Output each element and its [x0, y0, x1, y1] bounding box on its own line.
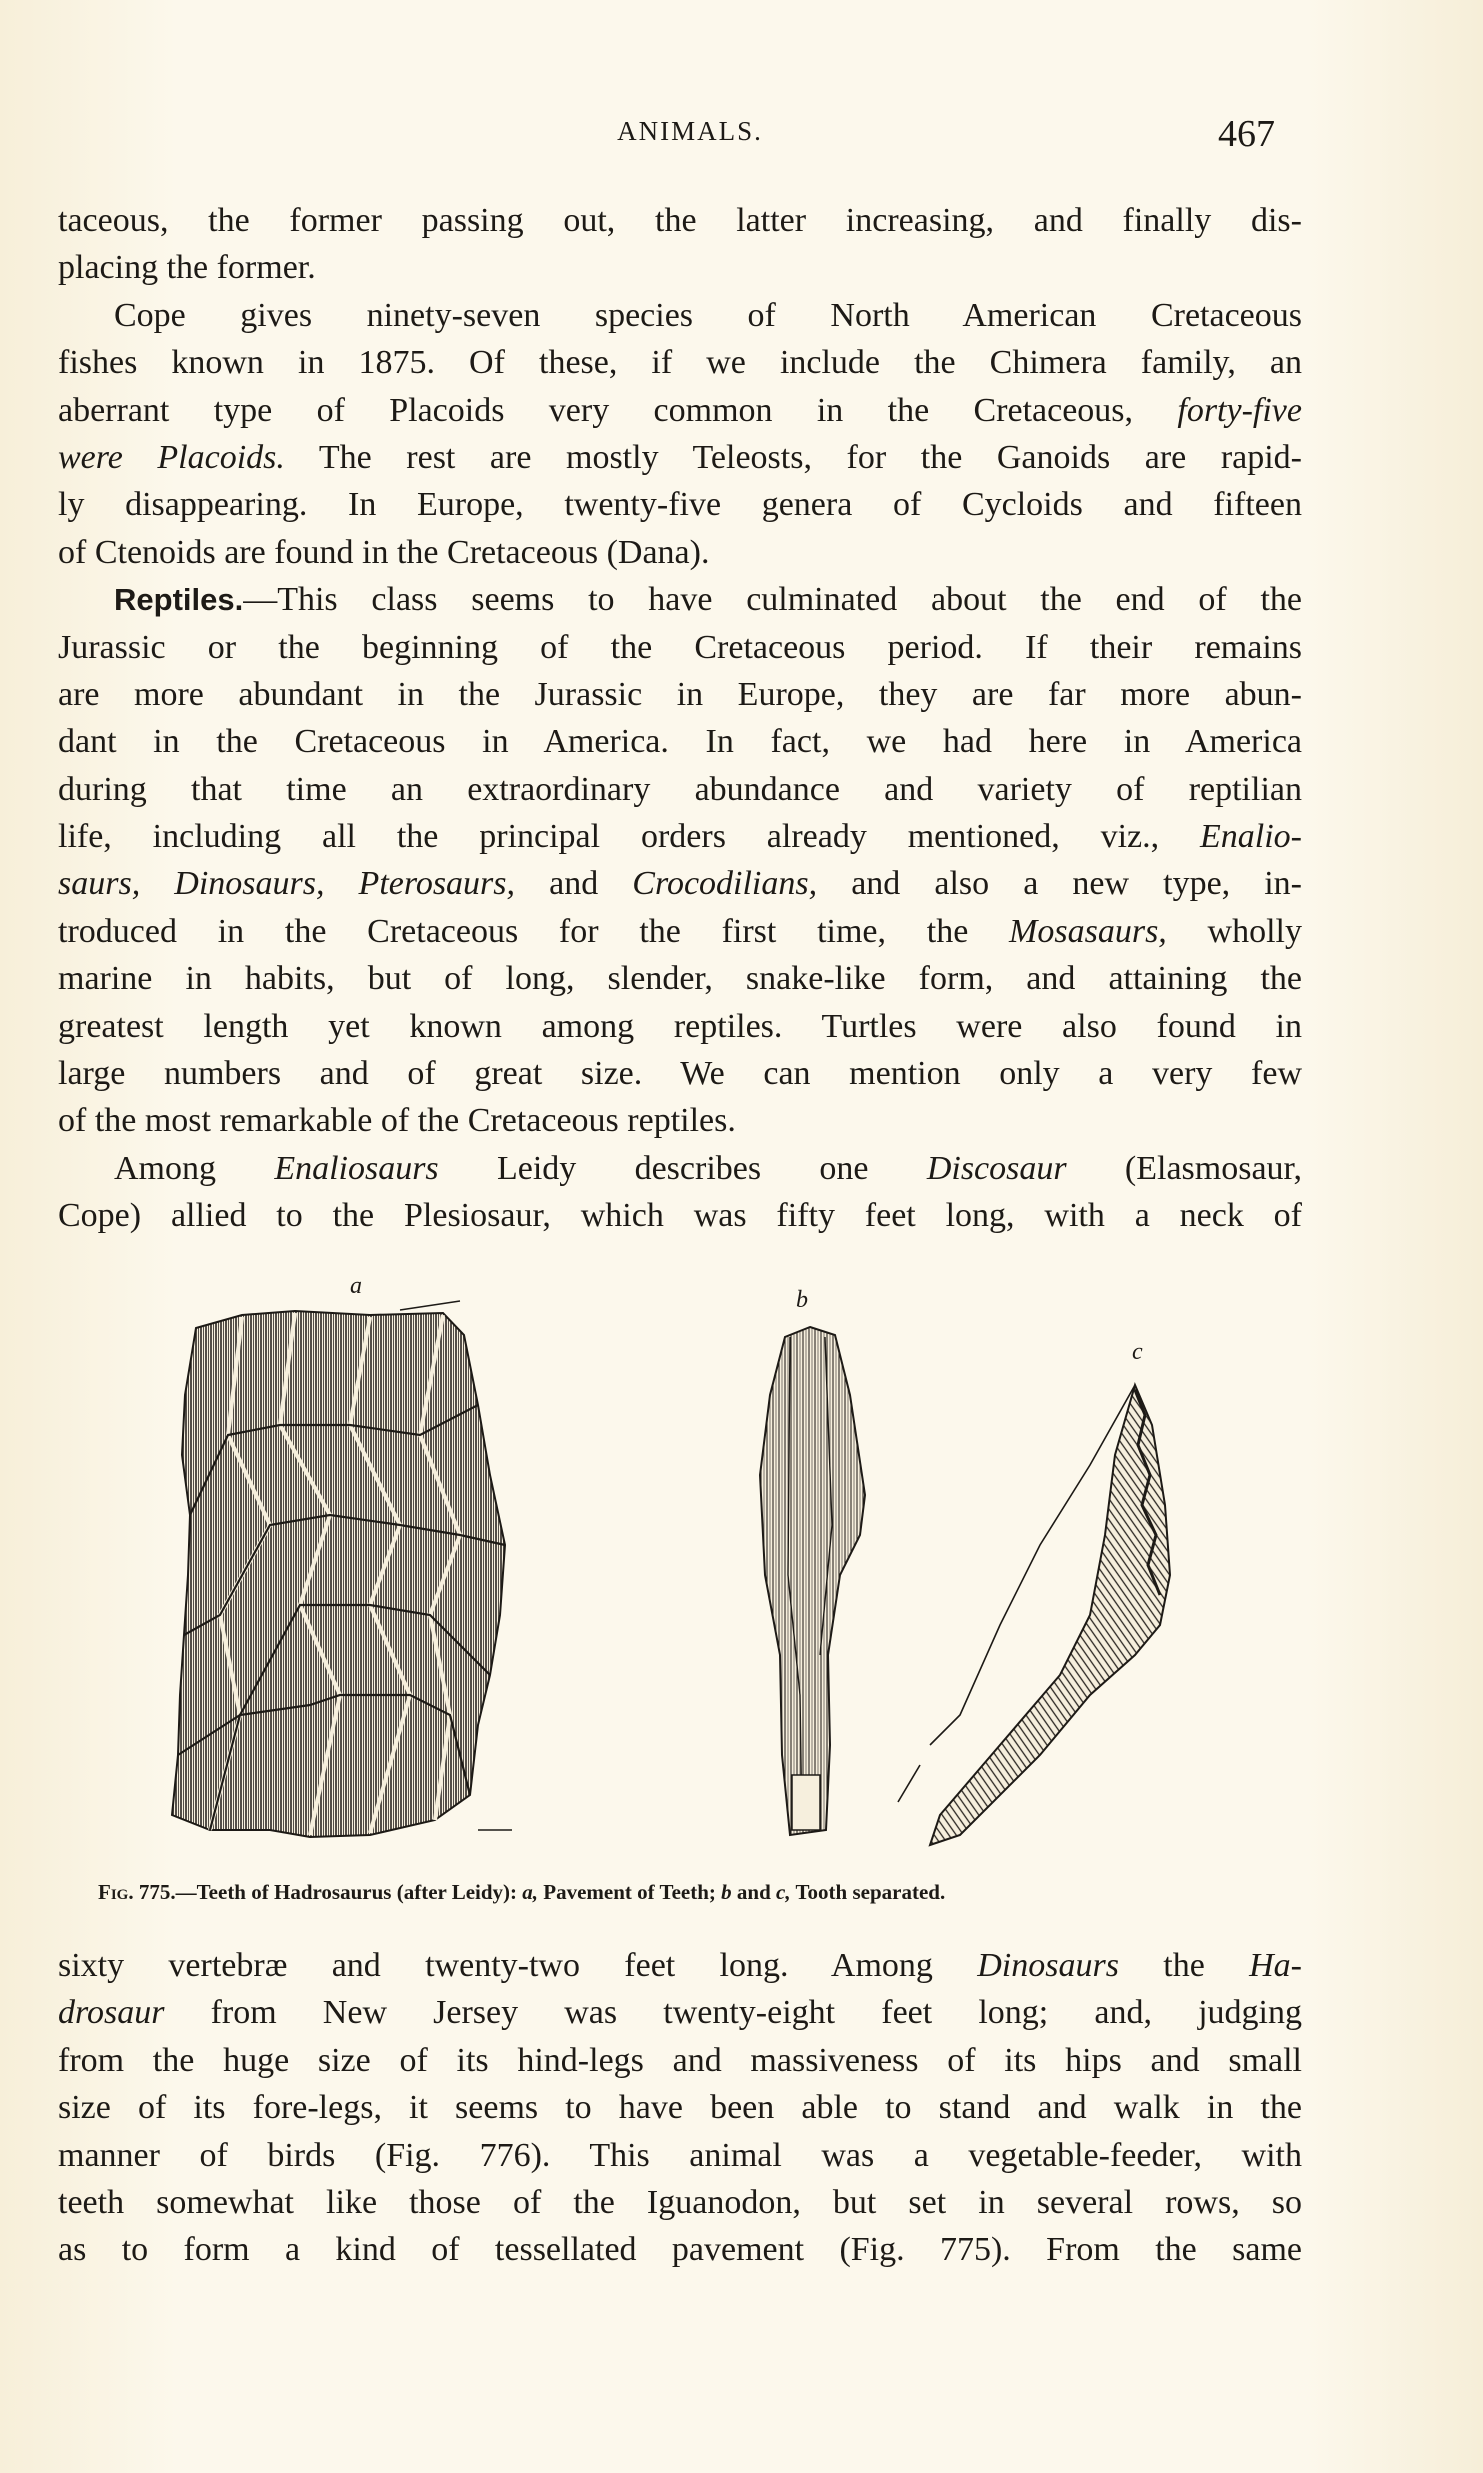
text-run: and — [515, 865, 633, 903]
text-line: from the huge size of its hind-legs and massiveness of its hips and small — [58, 2041, 1302, 2079]
running-head — [0, 112, 1483, 155]
body-text-lower — [58, 1942, 1302, 2274]
text-line — [58, 434, 1302, 481]
italic-term: Ha- — [1249, 1947, 1302, 1984]
text-run: from New Jersey was twenty-eight feet long; and, judging — [164, 1994, 1302, 2032]
italic-term: saurs, Dinosaurs, Pterosaurs, — [58, 865, 516, 903]
text-line: dant in the Cretaceous in America. In fact, we had here in America — [58, 723, 1302, 761]
text-line: Cope gives ninety-seven species of North American Cretaceous — [114, 296, 1302, 334]
text-line: during that time an extraordinary abundance and variety of reptilian — [58, 770, 1302, 808]
text-line: marine in habits, but of long, slender, snake-like form, and attaining the — [58, 960, 1302, 998]
italic-term: were Placoids. — [58, 438, 285, 476]
text-line: greatest length yet known among reptiles. Turtles were also found in — [58, 1007, 1302, 1045]
text-run: and also a new type, in- — [817, 865, 1303, 903]
caption-fig-number: 775. — [133, 1880, 176, 1904]
italic-term: Mosasaurs, — [1009, 912, 1167, 950]
text-line — [58, 860, 1302, 907]
caption-letter-a: a, — [522, 1880, 539, 1904]
figure-label-a: a — [350, 1273, 362, 1299]
figure-part-b-tooth — [760, 1327, 865, 1835]
text-line: taceous, the former passing out, the latter increasing, and finally dis- — [58, 202, 1302, 239]
figure-label-c: c — [1132, 1339, 1143, 1365]
section-heading: Reptiles. — [114, 582, 244, 618]
text-line: are more abundant in the Jurassic in Europe, they are far more abun- — [58, 675, 1302, 713]
caption-letter-b: b — [721, 1880, 732, 1904]
text-run: The rest are mostly Teleosts, for the Ganoids are rapid- — [284, 438, 1303, 476]
caption-fig-abbrev: Fig. — [98, 1880, 134, 1904]
italic-term: Dinosaurs — [977, 1947, 1119, 1984]
caption-and: and — [731, 1880, 777, 1904]
italic-term: forty-five — [1177, 391, 1302, 429]
caption-text-c: Tooth separated. — [790, 1880, 946, 1904]
figure-775 — [160, 1275, 1300, 1875]
text-line — [58, 1145, 1302, 1192]
text-line: ly disappearing. In Europe, twenty-five genera of Cycloids and fifteen — [58, 486, 1302, 524]
text-line: large numbers and of great size. We can mention only a very few — [58, 1055, 1302, 1093]
text-line — [58, 1989, 1302, 2036]
text-run: wholly — [1166, 912, 1302, 950]
text-run: —This class seems to have culminated about the end of the — [243, 581, 1302, 619]
italic-term: Discosaur — [926, 1149, 1067, 1187]
text-line: Jurassic or the beginning of the Cretaceous period. If their remains — [58, 628, 1302, 666]
figure-caption — [98, 1880, 1338, 1905]
text-line: manner of birds (Fig. 776). This animal was a vegetable-feeder, with — [58, 2136, 1302, 2174]
text-run: sixty vertebræ and twenty-two feet long. Among — [58, 1947, 978, 1984]
text-run: Leidy describes one — [438, 1149, 927, 1187]
text-line: teeth somewhat like those of the Iguanodon, but set in several rows, so — [58, 2183, 1302, 2221]
page-number: 467 — [1218, 113, 1275, 155]
text-line: as to form a kind of tessellated pavement (Fig. 775). From the same — [58, 2231, 1302, 2269]
text-line — [58, 576, 1302, 623]
text-line: fishes known in 1875. Of these, if we include the Chimera family, an — [58, 344, 1302, 382]
italic-term: drosaur — [58, 1994, 165, 2032]
text-run: Among — [114, 1149, 275, 1187]
caption-title: —Teeth of Hadrosaurus (after Leidy): — [175, 1880, 523, 1904]
caption-letter-c: c, — [776, 1880, 791, 1904]
text-line: size of its fore-legs, it seems to have been able to stand and walk in the — [58, 2089, 1302, 2127]
figure-part-c-tooth — [898, 1385, 1170, 1845]
hadrosaurus-teeth-engraving — [160, 1275, 1300, 1875]
caption-text-a: Pavement of Teeth; — [538, 1880, 722, 1904]
text-line: placing the former. — [58, 249, 316, 287]
italic-term: Enalio- — [1200, 818, 1302, 856]
text-run: troduced in the Cretaceous for the first time, the — [58, 912, 1010, 950]
text-run: the — [1118, 1947, 1250, 1984]
text-line — [58, 387, 1302, 434]
text-run: (Elasmosaur, — [1066, 1149, 1303, 1187]
italic-term: Crocodilians, — [632, 865, 818, 903]
text-line — [58, 908, 1302, 955]
text-run: life, including all the principal orders already mentioned, viz., — [58, 818, 1201, 856]
body-text-upper — [58, 197, 1302, 1240]
italic-term: Enaliosaurs — [274, 1149, 439, 1187]
running-title: ANIMALS. — [617, 116, 763, 146]
text-line: Cope) allied to the Plesiosaur, which was fifty feet long, with a neck of — [58, 1197, 1302, 1235]
text-line: of the most remarkable of the Cretaceous reptiles. — [58, 1102, 736, 1140]
text-line — [58, 813, 1302, 860]
figure-part-a-pavement — [172, 1301, 512, 1837]
text-line: of Ctenoids are found in the Cretaceous (Dana). — [58, 533, 710, 571]
text-run: aberrant type of Placoids very common in the Cretaceous, — [58, 391, 1178, 429]
figure-label-b: b — [796, 1287, 808, 1313]
text-line — [58, 1942, 1302, 1989]
